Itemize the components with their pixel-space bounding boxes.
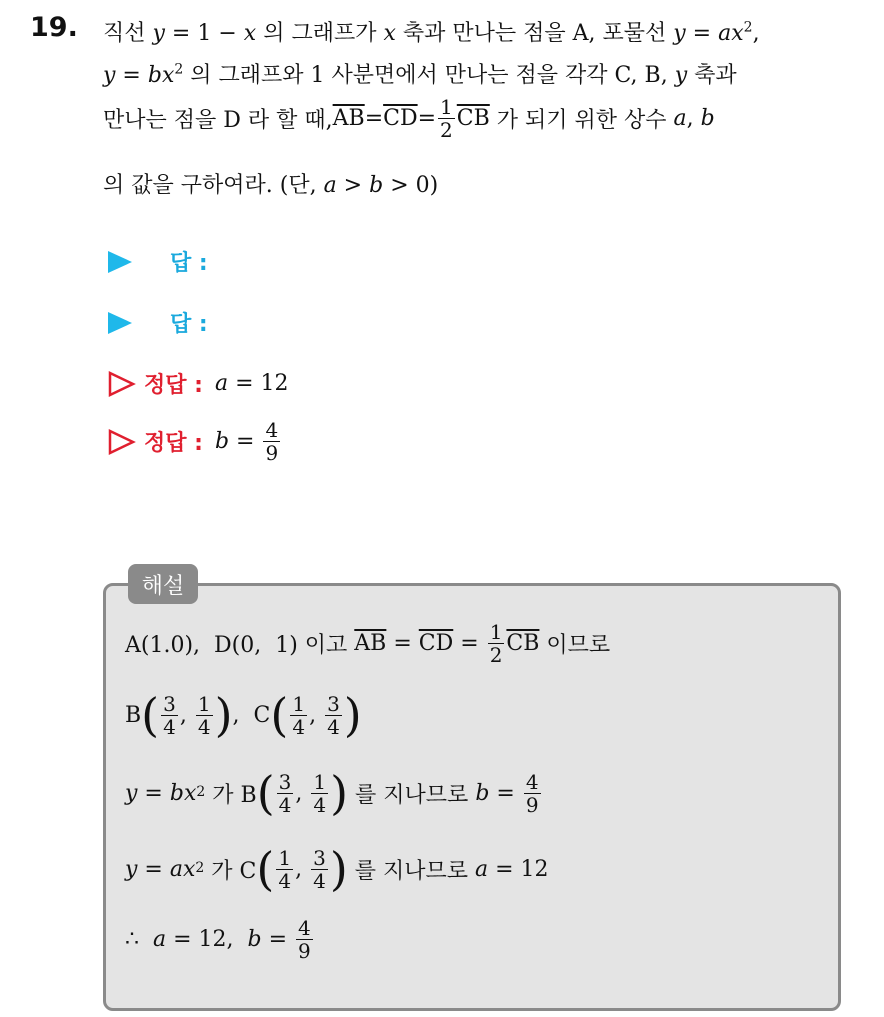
text: 가 되기 위한 상수 bbox=[489, 108, 674, 133]
solution-line-1 bbox=[125, 622, 610, 665]
math-var: a bbox=[214, 371, 229, 396]
text: = 12 bbox=[488, 856, 549, 882]
text: > bbox=[336, 173, 370, 198]
denominator: 2 bbox=[440, 118, 453, 142]
fraction bbox=[290, 691, 307, 739]
math-var: y bbox=[103, 63, 116, 88]
denominator: 9 bbox=[298, 939, 311, 963]
segment-cb: $\overline{CB}$ bbox=[456, 106, 490, 131]
denominator: 4 bbox=[278, 868, 292, 893]
numerator: 1 bbox=[292, 691, 306, 716]
math-var: x bbox=[383, 21, 396, 46]
text: , bbox=[686, 106, 701, 131]
text: = bbox=[685, 21, 719, 46]
fraction bbox=[196, 691, 213, 739]
text: = 1 − bbox=[164, 21, 244, 46]
superscript: 2 bbox=[196, 784, 206, 800]
play-icon bbox=[108, 251, 132, 273]
denominator: 4 bbox=[278, 792, 292, 817]
answer-label: 답 : bbox=[170, 312, 208, 337]
text: = bbox=[453, 631, 486, 656]
text: , bbox=[752, 21, 760, 46]
math-var: bx bbox=[169, 780, 197, 806]
play-outline-icon bbox=[108, 371, 136, 397]
solution-line-3 bbox=[125, 766, 543, 820]
solution-line-5 bbox=[125, 918, 315, 961]
correct-answer-row-a bbox=[108, 368, 289, 399]
text: = bbox=[261, 927, 295, 952]
left-paren: ( bbox=[270, 688, 289, 742]
text: 의 그래프가 bbox=[256, 21, 384, 46]
text: 가 C bbox=[204, 858, 257, 884]
math-var: a bbox=[323, 173, 337, 198]
comma: , bbox=[179, 702, 194, 728]
fraction bbox=[161, 691, 178, 739]
math-var: x bbox=[243, 21, 257, 46]
numerator: 4 bbox=[298, 916, 311, 940]
text: 를 지나므로 bbox=[348, 782, 476, 808]
text: = bbox=[229, 429, 262, 454]
fraction bbox=[311, 769, 328, 817]
answer-blank-row-1 bbox=[108, 246, 208, 277]
fraction-four-ninths bbox=[524, 769, 541, 817]
comma: , bbox=[309, 702, 324, 728]
numerator: 1 bbox=[197, 691, 211, 716]
fraction bbox=[276, 845, 293, 893]
comma: , bbox=[295, 780, 310, 806]
text: = bbox=[137, 780, 170, 806]
math-var: b bbox=[369, 173, 384, 198]
text: 가 B bbox=[205, 782, 257, 808]
text: 의 값을 구하여라. (단, bbox=[103, 173, 324, 198]
superscript: 2 bbox=[174, 61, 184, 78]
math-var: a bbox=[152, 927, 167, 952]
correct-answer-row-b bbox=[108, 420, 282, 463]
answer-value: = 12 bbox=[228, 371, 289, 396]
fraction-one-half bbox=[438, 97, 455, 140]
question-line-3 bbox=[103, 97, 715, 140]
math-var: b bbox=[475, 780, 490, 806]
segment-ab: $\overline{AB}$ bbox=[354, 631, 387, 656]
point-label: C bbox=[253, 702, 271, 728]
math-var: y bbox=[125, 856, 138, 882]
math-var: ax bbox=[718, 21, 744, 46]
text: 직선 bbox=[103, 21, 153, 46]
text: , bbox=[232, 702, 254, 728]
numerator: 3 bbox=[278, 769, 292, 794]
numerator: 1 bbox=[313, 769, 327, 794]
solution-tag: 해설 bbox=[128, 564, 198, 604]
superscript: 2 bbox=[743, 19, 753, 36]
text: = bbox=[137, 856, 170, 882]
text: 만나는 점을 D 라 할 때, bbox=[103, 108, 333, 133]
math-var: b bbox=[247, 927, 262, 952]
question-line-4 bbox=[103, 168, 438, 199]
numerator: 3 bbox=[313, 845, 326, 870]
numerator: 4 bbox=[525, 769, 539, 794]
math-var: b bbox=[700, 106, 715, 131]
fraction bbox=[325, 691, 342, 739]
question-line-2 bbox=[103, 58, 737, 89]
text: = bbox=[417, 106, 437, 131]
numerator: 3 bbox=[327, 691, 340, 716]
numerator: 4 bbox=[265, 418, 279, 442]
fraction bbox=[277, 769, 294, 817]
text: = bbox=[386, 631, 419, 656]
math-var: y bbox=[674, 63, 688, 88]
math-var: a bbox=[673, 106, 687, 131]
text: 축과 bbox=[687, 63, 737, 88]
fraction-four-ninths bbox=[296, 918, 313, 961]
text: = bbox=[115, 63, 148, 88]
denominator: 4 bbox=[313, 868, 326, 893]
text: 축과 만나는 점을 A, 포물선 bbox=[395, 21, 674, 46]
text: 를 지나므로 bbox=[347, 858, 476, 884]
denominator: 4 bbox=[163, 714, 176, 739]
solution-line-2 bbox=[125, 688, 362, 742]
superscript: 2 bbox=[195, 860, 205, 876]
text: A(1.0), D(0, 1) 이고 bbox=[125, 633, 355, 658]
fraction bbox=[311, 845, 328, 893]
numerator: 3 bbox=[163, 691, 176, 716]
right-paren: ) bbox=[330, 766, 349, 820]
fraction-one-half bbox=[488, 622, 505, 665]
correct-answer-label: 정답 : bbox=[144, 373, 203, 398]
numerator: 1 bbox=[278, 845, 292, 870]
numerator: 1 bbox=[440, 95, 453, 119]
left-paren: ( bbox=[256, 766, 275, 820]
math-var: y bbox=[125, 780, 138, 806]
math-var: y bbox=[673, 21, 686, 46]
left-paren: ( bbox=[256, 842, 275, 896]
math-var: a bbox=[475, 856, 489, 882]
denominator: 4 bbox=[313, 792, 327, 817]
denominator: 9 bbox=[525, 792, 539, 817]
segment-cb: $\overline{CB}$ bbox=[506, 631, 540, 656]
text: 이므로 bbox=[539, 633, 611, 658]
answer-blank-row-2 bbox=[108, 307, 208, 338]
right-paren: ) bbox=[343, 688, 362, 742]
text: 의 그래프와 1 사분면에서 만나는 점을 각각 C, B, bbox=[183, 63, 675, 88]
therefore-symbol: ∴ bbox=[125, 927, 153, 952]
solution-line-4 bbox=[125, 842, 549, 896]
math-var: ax bbox=[169, 856, 196, 882]
denominator: 9 bbox=[265, 441, 279, 465]
denominator: 4 bbox=[292, 714, 306, 739]
correct-answer-label: 정답 : bbox=[144, 431, 203, 456]
play-outline-icon bbox=[108, 429, 136, 455]
segment-cd: $\overline{CD}$ bbox=[418, 631, 454, 656]
text: = 12, bbox=[166, 927, 248, 952]
math-var: bx bbox=[147, 63, 175, 88]
denominator: 2 bbox=[489, 643, 503, 667]
denominator: 4 bbox=[197, 714, 211, 739]
denominator: 4 bbox=[327, 714, 340, 739]
point-label: B bbox=[125, 702, 142, 728]
right-paren: ) bbox=[214, 688, 233, 742]
comma: , bbox=[295, 856, 310, 882]
left-paren: ( bbox=[141, 688, 160, 742]
play-icon bbox=[108, 312, 132, 334]
segment-cd: $\overline{CD}$ bbox=[383, 106, 418, 131]
math-var: b bbox=[214, 429, 230, 454]
question-number: 19. bbox=[30, 12, 78, 43]
text: > 0) bbox=[383, 173, 439, 198]
right-paren: ) bbox=[329, 842, 348, 896]
question-line-1 bbox=[103, 16, 760, 47]
segment-ab: $\overline{AB}$ bbox=[332, 106, 365, 131]
numerator: 1 bbox=[489, 620, 503, 644]
answer-label: 답 : bbox=[170, 251, 208, 276]
math-var: y bbox=[152, 21, 165, 46]
text: = bbox=[364, 106, 384, 131]
fraction-four-ninths bbox=[263, 420, 280, 463]
text: = bbox=[489, 780, 522, 806]
